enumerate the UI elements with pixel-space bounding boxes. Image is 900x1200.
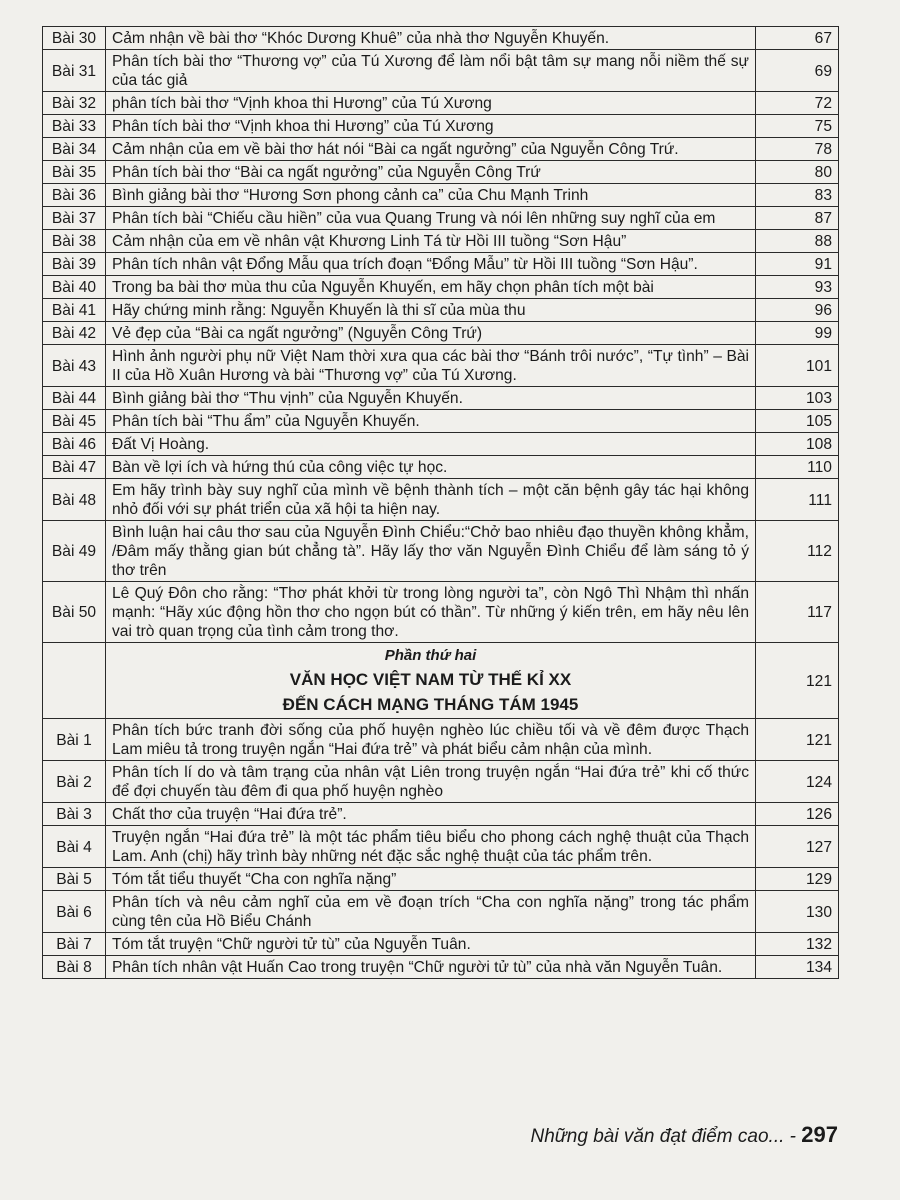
lesson-title: Đất Vị Hoàng.	[106, 433, 756, 456]
toc-row	[43, 521, 839, 582]
section-part-label: Phần thứ hai	[384, 647, 477, 664]
footer-separator: -	[784, 1126, 802, 1147]
lesson-number: Bài 42	[43, 322, 106, 345]
lesson-title: Cảm nhận về bài thơ “Khóc Dương Khuê” của nhà thơ Nguyễn Khuyến.	[106, 27, 756, 50]
lesson-number: Bài 8	[43, 956, 106, 979]
lesson-page-number: 103	[756, 387, 839, 410]
section-title-cell	[106, 643, 756, 719]
lesson-number: Bài 34	[43, 138, 106, 161]
lesson-number: Bài 33	[43, 115, 106, 138]
lesson-number: Bài 50	[43, 582, 106, 643]
lesson-page-number: 78	[756, 138, 839, 161]
toc-part-one	[43, 27, 839, 643]
lesson-number: Bài 3	[43, 803, 106, 826]
lesson-page-number: 124	[756, 761, 839, 803]
lesson-number: Bài 1	[43, 719, 106, 761]
section-num-cell	[43, 643, 106, 719]
lesson-title: Hãy chứng minh rằng: Nguyễn Khuyến là thi sĩ của mùa thu	[106, 299, 756, 322]
lesson-title: Vẻ đẹp của “Bài ca ngất ngưởng” (Nguyễn Công Trứ)	[106, 322, 756, 345]
lesson-number: Bài 43	[43, 345, 106, 387]
lesson-number: Bài 7	[43, 933, 106, 956]
table-of-contents	[42, 26, 839, 979]
lesson-number: Bài 41	[43, 299, 106, 322]
lesson-page-number: 91	[756, 253, 839, 276]
lesson-page-number: 80	[756, 161, 839, 184]
toc-row	[43, 868, 839, 891]
lesson-number: Bài 40	[43, 276, 106, 299]
lesson-title: Truyện ngắn “Hai đứa trẻ” là một tác phẩm tiêu biểu cho phong cách nghệ thuật của Thạch Lam. Anh (chị) hãy trình bày những nét đặc sắc nghệ thuật của tác phẩm trên.	[106, 826, 756, 868]
toc-row	[43, 161, 839, 184]
footer-book-title: Những bài văn đạt điểm cao...	[530, 1126, 785, 1147]
toc-row	[43, 456, 839, 479]
lesson-title: Tóm tắt tiểu thuyết “Cha con nghĩa nặng”	[106, 868, 756, 891]
lesson-number: Bài 44	[43, 387, 106, 410]
lesson-page-number: 112	[756, 521, 839, 582]
lesson-title: Phân tích nhân vật Huấn Cao trong truyện “Chữ người tử tù” của nhà văn Nguyễn Tuân.	[106, 956, 756, 979]
lesson-title: Cảm nhận của em về nhân vật Khương Linh Tá từ Hồi III tuồng “Sơn Hậu”	[106, 230, 756, 253]
lesson-title: Phân tích bài thơ “Bài ca ngất ngưởng” của Nguyễn Công Trứ	[106, 161, 756, 184]
lesson-page-number: 134	[756, 956, 839, 979]
section-title-line-2: ĐẾN CÁCH MẠNG THÁNG TÁM 1945	[282, 695, 579, 714]
lesson-title: Phân tích bức tranh đời sống của phố huyện nghèo lúc chiều tối và về đêm được Thạch Lam miêu tả trong truyện ngắn “Hai đứa trẻ” và phát biểu cảm nhận của mình.	[106, 719, 756, 761]
toc-row	[43, 92, 839, 115]
toc-row	[43, 115, 839, 138]
toc-row	[43, 410, 839, 433]
lesson-title: Phân tích bài “Chiếu cầu hiền” của vua Quang Trung và nói lên những suy nghĩ của em	[106, 207, 756, 230]
lesson-title: Cảm nhận của em về bài thơ hát nói “Bài ca ngất ngưởng” của Nguyễn Công Trứ.	[106, 138, 756, 161]
lesson-number: Bài 2	[43, 761, 106, 803]
lesson-page-number: 111	[756, 479, 839, 521]
toc-row	[43, 345, 839, 387]
toc-row	[43, 253, 839, 276]
lesson-title: Trong ba bài thơ mùa thu của Nguyễn Khuyến, em hãy chọn phân tích một bài	[106, 276, 756, 299]
lesson-number: Bài 47	[43, 456, 106, 479]
lesson-title: Phân tích bài thơ “Thương vợ” của Tú Xương để làm nổi bật tâm sự mang nỗi niềm thế sự của tác giả	[106, 50, 756, 92]
lesson-number: Bài 6	[43, 891, 106, 933]
lesson-title: phân tích bài thơ “Vịnh khoa thi Hương” của Tú Xương	[106, 92, 756, 115]
lesson-title: Bàn về lợi ích và hứng thú của công việc tự học.	[106, 456, 756, 479]
lesson-page-number: 126	[756, 803, 839, 826]
lesson-title: Bình giảng bài thơ “Thu vịnh” của Nguyễn Khuyến.	[106, 387, 756, 410]
toc-row	[43, 27, 839, 50]
lesson-page-number: 101	[756, 345, 839, 387]
toc-row	[43, 479, 839, 521]
toc-row	[43, 138, 839, 161]
lesson-number: Bài 38	[43, 230, 106, 253]
lesson-page-number: 67	[756, 27, 839, 50]
lesson-number: Bài 37	[43, 207, 106, 230]
lesson-number: Bài 46	[43, 433, 106, 456]
toc-row	[43, 322, 839, 345]
lesson-number: Bài 35	[43, 161, 106, 184]
lesson-page-number: 96	[756, 299, 839, 322]
lesson-page-number: 117	[756, 582, 839, 643]
toc-row	[43, 719, 839, 761]
section-title-line-1: VĂN HỌC VIỆT NAM TỪ THẾ KỈ XX	[289, 670, 572, 689]
lesson-number: Bài 4	[43, 826, 106, 868]
section-header-row	[43, 643, 839, 719]
lesson-page-number: 75	[756, 115, 839, 138]
lesson-number: Bài 48	[43, 479, 106, 521]
lesson-title: Phân tích bài “Thu ẩm” của Nguyễn Khuyến.	[106, 410, 756, 433]
toc-row	[43, 761, 839, 803]
toc-row	[43, 891, 839, 933]
toc-row	[43, 207, 839, 230]
lesson-page-number: 129	[756, 868, 839, 891]
lesson-title: Tóm tắt truyện “Chữ người tử tù” của Nguyễn Tuân.	[106, 933, 756, 956]
lesson-page-number: 108	[756, 433, 839, 456]
toc-row	[43, 956, 839, 979]
lesson-number: Bài 5	[43, 868, 106, 891]
lesson-page-number: 121	[756, 719, 839, 761]
toc-row	[43, 276, 839, 299]
lesson-number: Bài 31	[43, 50, 106, 92]
lesson-title: Phân tích bài thơ “Vịnh khoa thi Hương” của Tú Xương	[106, 115, 756, 138]
lesson-page-number: 83	[756, 184, 839, 207]
toc-part-two	[43, 719, 839, 979]
lesson-page-number: 130	[756, 891, 839, 933]
lesson-page-number: 110	[756, 456, 839, 479]
toc-row	[43, 933, 839, 956]
lesson-number: Bài 39	[43, 253, 106, 276]
lesson-number: Bài 30	[43, 27, 106, 50]
lesson-title: Phân tích lí do và tâm trạng của nhân vật Liên trong truyện ngắn “Hai đứa trẻ” khi cố thức để đợi chuyến tàu đêm đi qua phố huyện nghèo	[106, 761, 756, 803]
lesson-title: Bình luận hai câu thơ sau của Nguyễn Đình Chiểu:“Chở bao nhiêu đạo thuyền không khẳm, /Đâm mấy thằng gian bút chẳng tà”. Hãy lấy thơ văn Nguyễn Đình Chiểu để làm sáng tỏ ý thơ trên	[106, 521, 756, 582]
lesson-page-number: 69	[756, 50, 839, 92]
lesson-number: Bài 36	[43, 184, 106, 207]
lesson-page-number: 105	[756, 410, 839, 433]
toc-row	[43, 803, 839, 826]
lesson-number: Bài 32	[43, 92, 106, 115]
lesson-title: Lê Quý Đôn cho rằng: “Thơ phát khởi từ trong lòng người ta”, còn Ngô Thì Nhậm thì nhấn mạnh: “Hãy xúc động hồn thơ cho ngọn bút có thần”. Từ những ý kiến trên, em hãy nêu lên vai trò quan trọng của tình cảm trong thơ.	[106, 582, 756, 643]
toc-row	[43, 433, 839, 456]
lesson-title: Bình giảng bài thơ “Hương Sơn phong cảnh ca” của Chu Mạnh Trinh	[106, 184, 756, 207]
toc-row	[43, 184, 839, 207]
toc-row	[43, 582, 839, 643]
lesson-number: Bài 45	[43, 410, 106, 433]
section-page-number: 121	[756, 643, 839, 719]
lesson-title: Em hãy trình bày suy nghĩ của mình về bệnh thành tích – một căn bệnh gây tác hại không nhỏ đối với sự phát triển của xã hội ta hiện nay.	[106, 479, 756, 521]
lesson-page-number: 93	[756, 276, 839, 299]
toc-row	[43, 826, 839, 868]
lesson-page-number: 72	[756, 92, 839, 115]
lesson-page-number: 132	[756, 933, 839, 956]
footer-page-number: 297	[801, 1122, 838, 1147]
toc-row	[43, 299, 839, 322]
lesson-page-number: 127	[756, 826, 839, 868]
toc-row	[43, 50, 839, 92]
lesson-page-number: 87	[756, 207, 839, 230]
lesson-title: Phân tích nhân vật Đổng Mẫu qua trích đoạn “Đổng Mẫu” từ Hồi III tuồng “Sơn Hậu”.	[106, 253, 756, 276]
toc-row	[43, 387, 839, 410]
toc-section-divider	[43, 643, 839, 719]
lesson-title: Chất thơ của truyện “Hai đứa trẻ”.	[106, 803, 756, 826]
lesson-page-number: 99	[756, 322, 839, 345]
lesson-number: Bài 49	[43, 521, 106, 582]
page-footer	[530, 1122, 838, 1148]
lesson-page-number: 88	[756, 230, 839, 253]
lesson-title: Hình ảnh người phụ nữ Việt Nam thời xưa qua các bài thơ “Bánh trôi nước”, “Tự tình” – Bài II của Hồ Xuân Hương và bài “Thương vợ” của Tú Xương.	[106, 345, 756, 387]
lesson-title: Phân tích và nêu cảm nghĩ của em về đoạn trích “Cha con nghĩa nặng” trong tác phẩm cùng tên của Hồ Biểu Chánh	[106, 891, 756, 933]
toc-row	[43, 230, 839, 253]
